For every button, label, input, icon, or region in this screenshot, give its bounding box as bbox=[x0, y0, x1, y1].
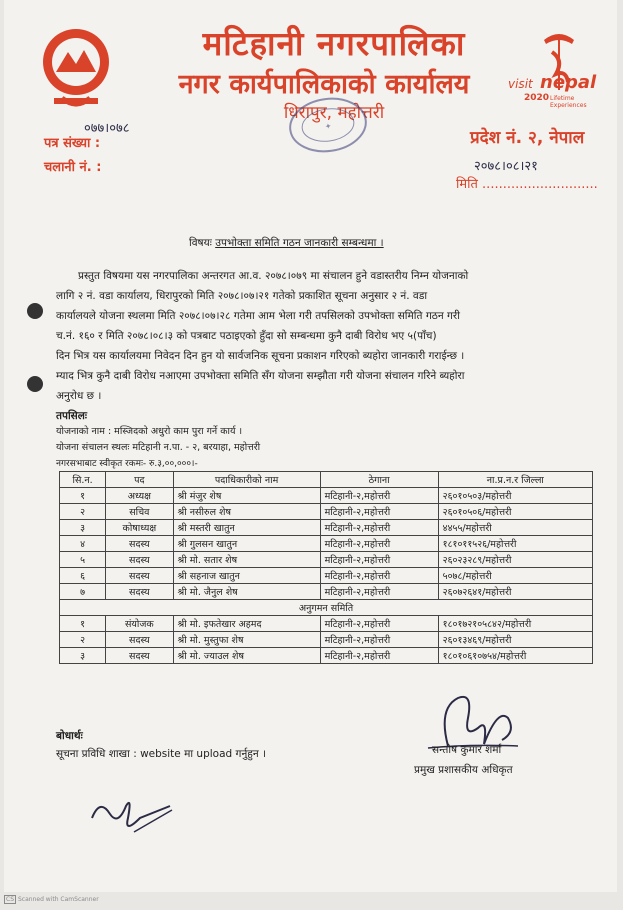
table-row bbox=[60, 520, 593, 536]
cc-note: सूचना प्रविधि शाखा : website मा upload गर्नुहुन । bbox=[56, 748, 266, 760]
cell-post: सदस्य bbox=[106, 632, 173, 648]
cell-sn: ६ bbox=[60, 568, 106, 584]
cell-post: सदस्य bbox=[106, 584, 173, 600]
dispatch-number-label: चलानी नं. : bbox=[44, 160, 102, 175]
province-label: प्रदेश नं. २, नेपाल bbox=[470, 128, 585, 148]
svg-text:visit: visit bbox=[508, 77, 533, 91]
cell-address: मटिहानी-२,महोत्तरी bbox=[320, 616, 438, 632]
cell-name: श्री मो. जैनुल शेष bbox=[173, 584, 320, 600]
committee-table bbox=[59, 471, 593, 664]
reference-number-value: ०७७।०७८ bbox=[84, 121, 130, 136]
scanner-watermark bbox=[4, 896, 99, 903]
project-location: योजना संचालन स्थलः मटिहानी न.पा. - २, बरयाहा, महोत्तरी bbox=[56, 442, 261, 453]
cell-post: सदस्य bbox=[106, 536, 173, 552]
cell-address: मटिहानी-२,महोत्तरी bbox=[320, 536, 438, 552]
svg-text:Lifetime: Lifetime bbox=[550, 95, 575, 102]
scanner-badge: CS bbox=[6, 896, 14, 903]
letterhead-title: मटिहानी नगरपालिका bbox=[202, 24, 466, 63]
col-header-post: पद bbox=[106, 472, 173, 488]
cell-post: सदस्य bbox=[106, 648, 173, 664]
cell-citizenship: १८०१०६१०७५४/महोत्तरी bbox=[438, 648, 592, 664]
svg-text:✦: ✦ bbox=[324, 121, 333, 132]
cell-sn: ३ bbox=[60, 648, 106, 664]
cell-sn: १ bbox=[60, 616, 106, 632]
body-line-6: म्याद भित्र कुनै दाबी विरोध नआएमा उपभोक्ता समिति सँग योजना सम्झौता गरी योजना संचालन गरिने ब्यहोरा bbox=[56, 370, 465, 382]
cell-name: श्री मो. इफतेखार अहमद bbox=[173, 616, 320, 632]
body-line-3: कार्यालयले योजना स्थलमा मिति २०७८।०७।२८ गतेमा आम भेला गरी तपसिलको उपभोक्ता समिति गठन गरी bbox=[56, 310, 460, 322]
table-row bbox=[60, 568, 593, 584]
svg-text:2020: 2020 bbox=[524, 93, 550, 103]
cell-sn: ५ bbox=[60, 552, 106, 568]
project-name: योजनाको नाम : मस्जिदको अधुरो काम पुरा गर्ने कार्य । bbox=[56, 426, 243, 437]
table-row bbox=[60, 504, 593, 520]
col-header-sn: सि.न. bbox=[60, 472, 106, 488]
table-row bbox=[60, 552, 593, 568]
cell-address: मटिहानी-२,महोत्तरी bbox=[320, 552, 438, 568]
initials-signature bbox=[88, 788, 178, 840]
punch-hole bbox=[27, 376, 43, 392]
cell-citizenship: १८०१७२१०५८४२/महोत्तरी bbox=[438, 616, 592, 632]
body-line-7: अनुरोध छ । bbox=[56, 390, 102, 402]
cell-name: श्री मंजुर शेष bbox=[173, 488, 320, 504]
cell-post: संयोजक bbox=[106, 616, 173, 632]
table-row bbox=[60, 648, 593, 664]
cell-post: सदस्य bbox=[106, 568, 173, 584]
cell-name: श्री मो. ज्याउल शेष bbox=[173, 648, 320, 664]
signer-name: सन्तोष कुमार शर्मा bbox=[432, 744, 502, 756]
cell-post: अध्यक्ष bbox=[106, 488, 173, 504]
cell-address: मटिहानी-२,महोत्तरी bbox=[320, 520, 438, 536]
table-row bbox=[60, 536, 593, 552]
scanner-text: Scanned with CamScanner bbox=[18, 896, 99, 903]
punch-hole bbox=[27, 303, 43, 319]
letter-date-value: २०७८।०८।२१ bbox=[474, 159, 538, 174]
body-line-4: च.नं. १६० र मिति २०७८।०८।३ को पत्रबाट पठाइएको हुँदा सो सम्बन्धमा कुनै दाबी विरोध भए ५(पाँच) bbox=[56, 330, 437, 342]
table-header-row bbox=[60, 472, 593, 488]
col-header-address: ठेगाना bbox=[320, 472, 438, 488]
table-row bbox=[60, 488, 593, 504]
reference-number-label: पत्र संख्या : bbox=[44, 136, 101, 151]
cell-citizenship: २६०७२६४१/महोत्तरी bbox=[438, 584, 592, 600]
cell-name: श्री गुलसन खातुन bbox=[173, 536, 320, 552]
subject-text: उपभोक्ता समिति गठन जानकारी सम्बन्धमा । bbox=[215, 237, 384, 249]
table-row bbox=[60, 616, 593, 632]
cell-address: मटिहानी-२,महोत्तरी bbox=[320, 632, 438, 648]
cell-name: श्री मो. सतार शेष bbox=[173, 552, 320, 568]
svg-text:Experiences: Experiences bbox=[550, 102, 587, 109]
cell-sn: ४ bbox=[60, 536, 106, 552]
letterhead-subtitle: नगर कार्यपालिकाको कार्यालय bbox=[178, 69, 470, 100]
details-heading: तपसिलः bbox=[56, 410, 88, 422]
table-row bbox=[60, 584, 593, 600]
monitoring-heading-row bbox=[60, 600, 593, 616]
cell-citizenship: २६०१०५०३/महोत्तरी bbox=[438, 488, 592, 504]
svg-text:nepal: nepal bbox=[540, 72, 597, 93]
date-label: मिति ............................ bbox=[456, 177, 598, 192]
cell-post: सचिव bbox=[106, 504, 173, 520]
cell-name: श्री नसीरुल शेष bbox=[173, 504, 320, 520]
cell-name: श्री सहनाज खातुन bbox=[173, 568, 320, 584]
cc-heading: बोधार्थः bbox=[56, 730, 83, 742]
cell-citizenship: ५०७८/महोत्तरी bbox=[438, 568, 592, 584]
cell-name: श्री मस्तरी खातुन bbox=[173, 520, 320, 536]
approved-amount: नगरसभाबाट स्वीकृत रकमः- रु.३,००,०००।- bbox=[56, 459, 198, 469]
letter-page bbox=[4, 0, 617, 892]
cell-address: मटिहानी-२,महोत्तरी bbox=[320, 504, 438, 520]
cell-sn: ७ bbox=[60, 584, 106, 600]
signer-title: प्रमुख प्रशासकीय अधिकृत bbox=[414, 764, 513, 776]
subject-prefix: विषयः bbox=[189, 237, 212, 249]
body-line-5: दिन भित्र यस कार्यालयमा निवेदन दिन हुन यो सार्वजनिक सूचना प्रकाशन गरिएको ब्यहोरा जानकारी गराईन्छ । bbox=[56, 350, 465, 362]
cell-citizenship: ४४५५/महोत्तरी bbox=[438, 520, 592, 536]
cell-citizenship: १८१०११५२६/महोत्तरी bbox=[438, 536, 592, 552]
cell-address: मटिहानी-२,महोत्तरी bbox=[320, 488, 438, 504]
visit-nepal-logo-icon bbox=[504, 30, 614, 112]
cell-citizenship: २६०२३२८९/महोत्तरी bbox=[438, 552, 592, 568]
body-line-1: प्रस्तुत विषयमा यस नगरपालिका अन्तरगत आ.व. २०७८।०७९ मा संचालन हुने वडास्तरीय निम्न योजनाको bbox=[78, 270, 469, 282]
cell-post: कोषाध्यक्ष bbox=[106, 520, 173, 536]
subject-line bbox=[189, 236, 449, 250]
cell-post: सदस्य bbox=[106, 552, 173, 568]
municipality-emblem-icon bbox=[40, 22, 112, 114]
body-line-2: लागि २ नं. वडा कार्यालय, धिरापुरको मिति २०७८।०७।२१ गतेको प्रकाशित सूचना अनुसार २ नं. वडा bbox=[56, 290, 428, 302]
col-header-name: पदाधिकारीको नाम bbox=[173, 472, 320, 488]
col-header-citizenship: ना.प्र.न.र जिल्ला bbox=[438, 472, 592, 488]
letterhead-place: धिरापुर, महोत्तरी bbox=[283, 103, 385, 123]
cell-address: मटिहानी-२,महोत्तरी bbox=[320, 648, 438, 664]
cell-address: मटिहानी-२,महोत्तरी bbox=[320, 568, 438, 584]
cell-name: श्री मो. मुस्तुफा शेष bbox=[173, 632, 320, 648]
cell-sn: २ bbox=[60, 504, 106, 520]
office-stamp bbox=[282, 89, 374, 160]
cell-sn: ३ bbox=[60, 520, 106, 536]
cell-address: मटिहानी-२,महोत्तरी bbox=[320, 584, 438, 600]
cell-sn: १ bbox=[60, 488, 106, 504]
cell-sn: २ bbox=[60, 632, 106, 648]
cell-citizenship: २६०१०५०६/महोत्तरी bbox=[438, 504, 592, 520]
monitoring-committee-heading: अनुगमन समिति bbox=[60, 600, 593, 616]
table-row bbox=[60, 632, 593, 648]
cell-citizenship: २६०१३४६९/महोत्तरी bbox=[438, 632, 592, 648]
